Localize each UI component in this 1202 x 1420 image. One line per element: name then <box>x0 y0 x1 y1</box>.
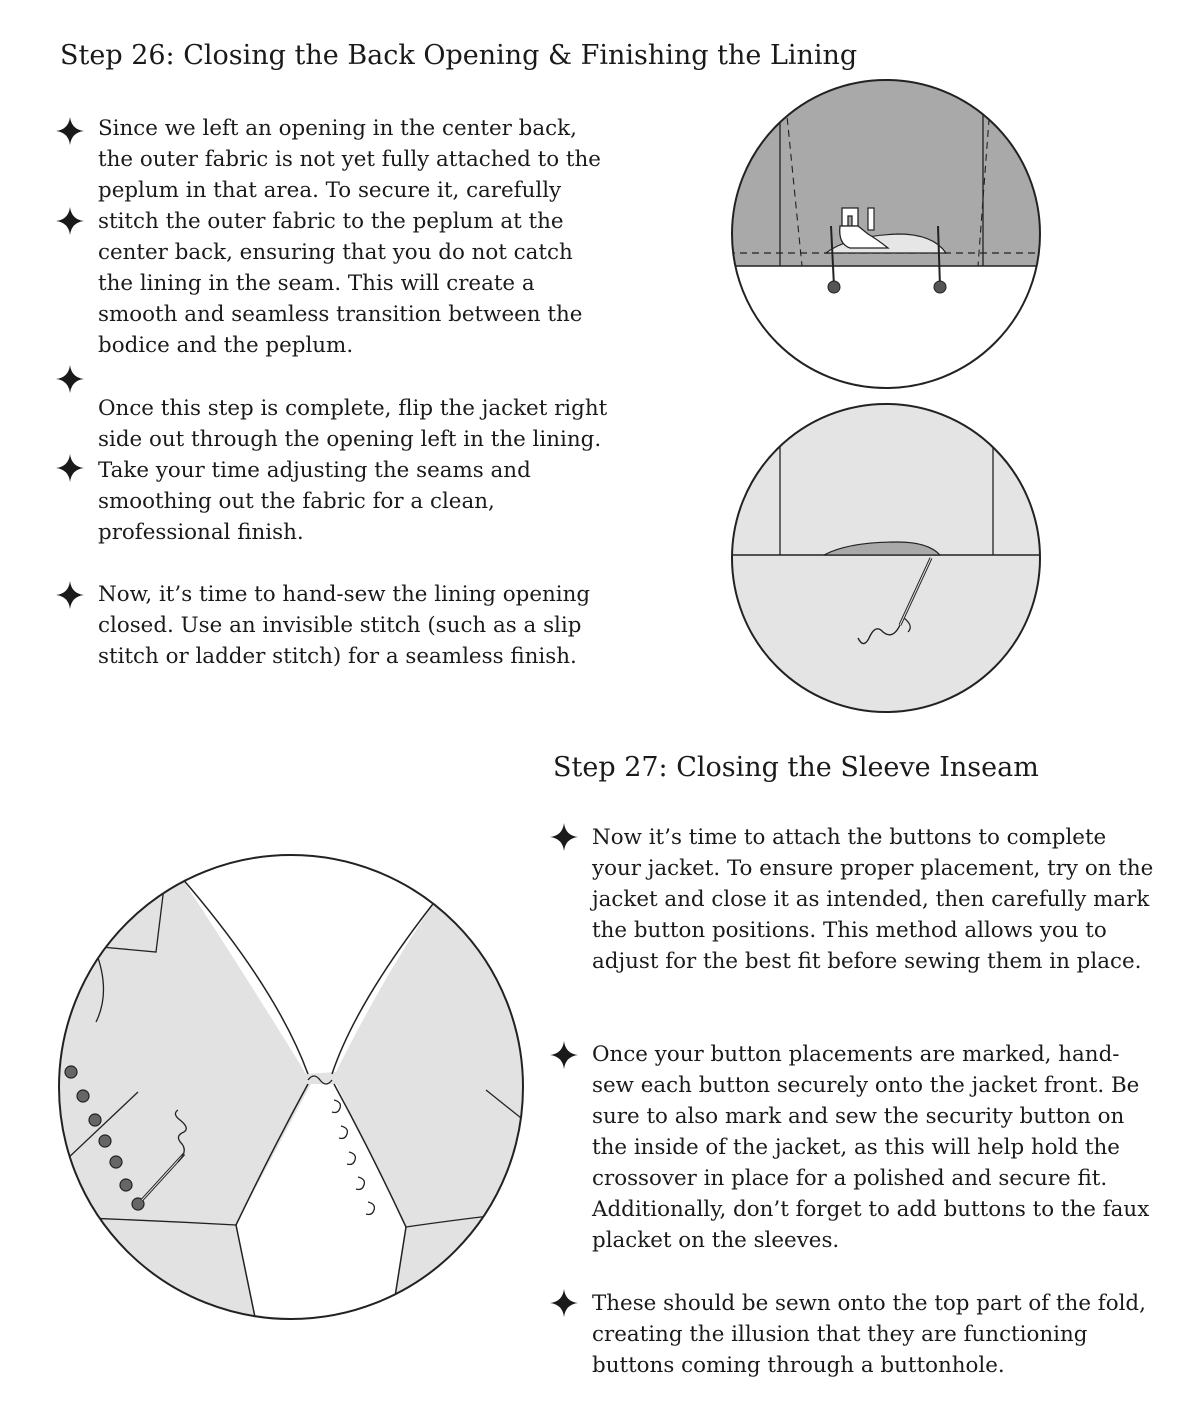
hand-stitch-lining-illustration <box>728 400 1044 716</box>
bullet-star-icon <box>55 206 85 236</box>
bullet-star-icon <box>55 580 85 610</box>
bullet-star-icon <box>549 1040 579 1070</box>
step-26-paragraph: Now, it’s time to hand-sew the lining opening closed. Use an invisible stitch (such as a slip stitch or ladder stitch) for a seamless finish. <box>98 582 591 669</box>
bullet-star-icon <box>55 116 85 146</box>
step-27-title: Step 27: Closing the Sleeve Inseam <box>553 752 1039 783</box>
step-27-paragraph: These should be sewn onto the top part of the fold, creating the illusion that they are functioning buttons coming through a buttonhole. <box>592 1291 1146 1378</box>
jacket-buttons-illustration <box>56 852 526 1322</box>
machine-stitch-illustration <box>728 76 1044 392</box>
step-26-title: Step 26: Closing the Back Opening & Finishing the Lining <box>60 40 858 71</box>
step-27-paragraph: Once your button placements are marked, hand-sew each button securely onto the jacket front. Be sure to also mark and sew the security button on the inside of the jacket, as this will help hold the crossover in place for a polished and secure fit. Additionally, don’t forget to add buttons to the faux placket on the sleeves. <box>592 1042 1150 1253</box>
step-26-paragraph: Since we left an opening in the center back, the outer fabric is not yet fully attached to the peplum in that area. To secure it, carefully stitch the outer fabric to the peplum at the center back, ensuring that you do not catch the lining in the seam. This will create a smooth and seamless transition between the bodice and the peplum. <box>98 116 601 358</box>
bullet-star-icon <box>55 453 85 483</box>
bullet-star-icon <box>55 364 85 394</box>
bullet-star-icon <box>549 822 579 852</box>
bullet-star-icon <box>549 1288 579 1318</box>
step-27-paragraph: Now it’s time to attach the buttons to complete your jacket. To ensure proper placement, try on the jacket and close it as intended, then carefully mark the button positions. This method allows you to adjust for the best fit before sewing them in place. <box>592 825 1154 974</box>
step-26-paragraph: Once this step is complete, flip the jacket right side out through the opening left in the lining. Take your time adjusting the seams and smoothing out the fabric for a clean, professional finish. <box>98 396 608 545</box>
